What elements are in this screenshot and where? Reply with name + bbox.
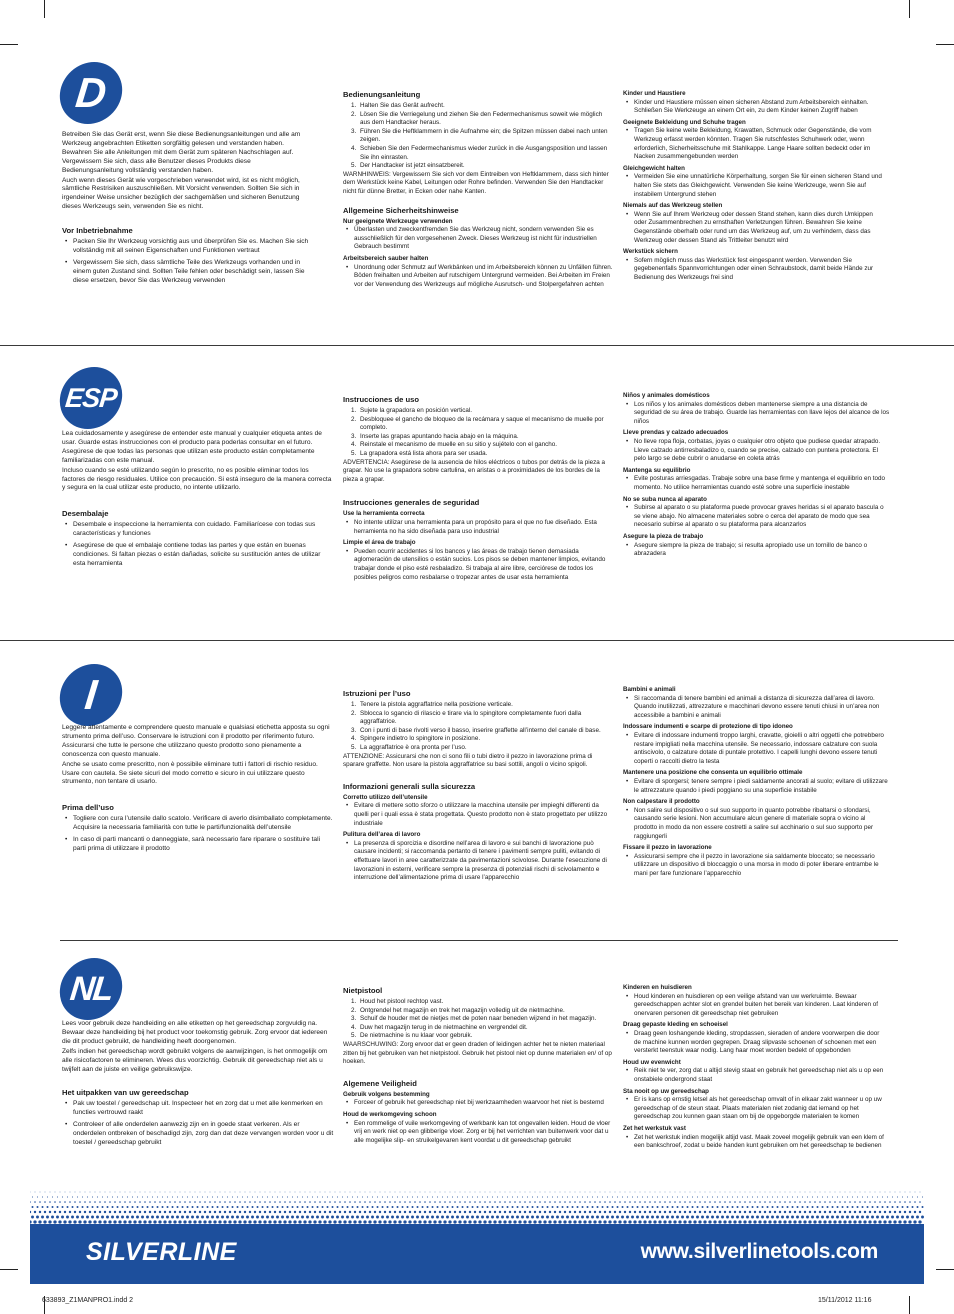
list-item: 1. Tenere la pistola aggraffatrice nella posizione verticale. xyxy=(351,701,513,708)
list-item: 2. Ontgrendel het magazijn en trek het magazijn volledig uit de nietmachine. xyxy=(351,1006,565,1014)
list-item: • Unordnung oder Schmutz auf Werkbänken und im Arbeitsbereich können zu Unfällen führen. Böden freihalten und Arbeiten auf rutschigem Untergrund vermeiden. Bei Arbeiten im Freien vor der Verwendung des Werkzeugs auf mögliche Ausrutsch- und Stolpergefahren achten xyxy=(343,264,613,290)
section-heading: Prima dell’uso xyxy=(62,803,114,813)
list-item: 2. Sblocca lo sgancio di rilascio e tirare via lo spingitore completamente fuori dalla aggraffatrice. xyxy=(351,709,582,726)
subheading: Niemals auf das Werkzeug stellen xyxy=(623,202,723,210)
numbered-list xyxy=(343,102,613,171)
section-heading: Instrucciones generales de seguridad xyxy=(343,498,480,508)
subheading: No se suba nunca al aparato xyxy=(623,495,707,503)
subheading: Arbeitsbereich sauber halten xyxy=(343,254,429,262)
print-slug-date: 15/11/2012 11:16 xyxy=(818,1297,872,1304)
list-item: 5. De nietmachine is nu klaar voor gebruik. xyxy=(351,1032,473,1040)
middle-column xyxy=(343,689,613,886)
list-item: • Reik niet te ver, zorg dat u altijd stevig staat en gebruik het gereedschap niet als u op een onstabiele ondergrond staat xyxy=(623,1067,888,1084)
subheading: Nur geeignete Werkzeuge verwenden xyxy=(343,217,453,225)
list-item: • Asegúrese de que el embalaje contiene todas las partes y que están en buenas condiciones. Si faltan piezas o están dañadas, solicite su sustitución antes de utilizar esta herramienta xyxy=(62,542,332,569)
list-item: • Een rommelige of vuile werkomgeving of werkbank kan tot ongevallen leiden. Houd de vloer vrij en werk niet op een glibberige vloer. Zorg er bij het verrichten van buitenwerk voor dat u alle mogelijke slip- en struikelgevaren kent voordat u dit gereedschap gebruikt xyxy=(343,1120,613,1146)
list-item: • La presenza di sporcizia e disordine nell’area di lavoro e sui banchi di lavorazione può causare incidenti; si raccomanda pertanto di tenere i pavimenti sempre puliti, evitando di effettuare lavori in aree caratterizzate da pavimentazioni scivolose. Durante l’esecuzione di lavorazioni in esterni, verificare sempre la presenza di potenziali rischi di scivolamento e interruzione dell’alimentazione prima di usare l’apparecchio xyxy=(343,840,613,883)
section-heading: Het uitpakken van uw gereedschap xyxy=(62,1088,189,1098)
list-item: • Non salire sul dispositivo o sul suo supporto in quanto potrebbe ribaltarsi o sfondarsi, causando serie lesioni. Non accumulare alcun genere di materiale sopra o vicino al prodotto in modo da non essere costretti a salire sul acchinario o sul suo supporto per raggiungerli xyxy=(623,807,888,841)
list-item: 2. Lösen Sie die Verriegelung und ziehen Sie den Federmechanismus soweit wie möglich aus dem Handtacker heraus. xyxy=(351,110,603,127)
list-item: • Vermeiden Sie eine unnatürliche Körperhaltung, sorgen Sie für einen sicheren Stand und halten Sie stets das Gleichgewicht. Verwenden Sie keine Werkzeuge, wenn Sie auf instabilem Untergrund stehen xyxy=(623,173,885,199)
intro-column xyxy=(62,1020,334,1151)
intro-text: Incluso cuando se esté utilizando según lo prescrito, no es posible eliminar todos los factores de riesgo residuales. Utilice con precaución. Si está inseguro de la manera correcta y segura en la cual utilizar este producto, no intente utilizarlo. xyxy=(62,466,332,492)
intro-text: Anche se usato come prescritto, non è possibile eliminare tutti i fattori di rischio residuo. Usare con cautela. Se siete sicuri del modo corretto e sicuro in cui utilizzare questo strumento, non tentare di usarlo. xyxy=(62,760,318,786)
language-badge xyxy=(57,367,126,429)
warning-text: WAARSCHUWING: Zorg ervoor dat er geen draden of leidingen achter het te nieten materiaal zitten bij het gebruiken van het nietpistool. Gebruik het pistool niet op dunne materialen en/ of op hoeken. xyxy=(343,1040,612,1066)
subheading: Werkstück sichern xyxy=(623,248,678,256)
section-spanish xyxy=(0,345,954,640)
list-item: • Forceer of gebruik het gereedschap niet bij werkzaamheden waarvoor het niet is bestemd xyxy=(343,1099,613,1108)
list-item: • Tragen Sie keine weite Bekleidung, Krawatten, Schmuck oder Gegenstände, die vom Werkzeug erfasst werden könnten. Tragen Sie rutschfestes Schuhwerk oder, wenn erforderlich, Sicherheitsschuhe mit Stahlkappe. Lange Haare sollten bedeckt oder im Nacken zusammengebunden werden xyxy=(623,127,885,161)
list-item: 5. La grapadora está lista ahora para ser usada. xyxy=(351,449,488,457)
list-item: 4. Duw het magazijn terug in de nietmachine en vergrendel dit. xyxy=(351,1023,528,1031)
list-item: • Desembale e inspeccione la herramienta con cuidado. Familiarícese con todas sus características y funciones xyxy=(62,521,332,539)
warning-text: ATTENZIONE: Assicurarsi che non ci sono fili o tubi dietro il pezzo in lavorazione prima di sparare graffette. Non usare la pistola aggraffatrice su basi sottili, angoli o vicino spigoli. xyxy=(343,752,593,769)
print-slug-file: 633893_Z1MANPRO1.indd 2 xyxy=(42,1297,134,1304)
intro-column xyxy=(62,131,310,289)
section-heading: Desembalaje xyxy=(62,509,109,519)
subheading: Pulitura dell’area di lavoro xyxy=(343,831,421,839)
warning-text: ADVERTENCIA: Asegúrese de la ausencia de hilos eléctricos o tubos por detrás de la pieza a grapar. No use la grapadora sobre cartulina, en aristas o a proximidades de los bordes de la pieza a grapar. xyxy=(343,458,606,483)
bullet-list xyxy=(62,238,310,286)
list-item: • Pak uw toestel / gereedschap uit. Inspecteer het en zorg dat u met alle kenmerken en functies vertrouwd raakt xyxy=(62,1100,334,1118)
right-column xyxy=(623,392,891,562)
list-item: 4. Reinstale el mecanismo de muelle en su sitio y sujételo con el gancho. xyxy=(351,441,558,449)
subheading: Mantenga su equilibrio xyxy=(623,466,691,474)
intro-text: Leggere attentamente e comprendere questo manuale e qualsiasi etichetta apposta su ogni strumento prima dell’uso. Conservare le istruzioni con il prodotto per riferimento futuro. Assicurarsi che tutte le persone che utilizzano questo prodotto sono pienamente a conoscenza con questo manuale. xyxy=(62,724,330,758)
list-item: • Draag geen loshangende kleding, stropdassen, sieraden of andere voorwerpen die door de machine kunnen worden gegrepen. Draag slipvaste schoenen of schoenen met een versterkt teenstuk waar nodig. Lang haar moet worden bedekt of opgebonden xyxy=(623,1030,888,1056)
intro-column xyxy=(62,430,332,572)
list-item: • Asegure siempre la pieza de trabajo; si resulta apropiado use un tornillo de banco o abrazadera xyxy=(623,542,891,559)
list-item: • Vergewissern Sie sich, dass sämtliche Teile des Werkzeugs vorhanden und in einem guten Zustand sind. Sollten Teile fehlen oder beschädigt sein, lassen Sie diese ersetzen, bevor Sie das Werkzeug verwenden xyxy=(62,259,310,286)
crop-mark xyxy=(909,1296,910,1314)
section-dutch xyxy=(0,940,954,1190)
list-item: 3. Führen Sie die Heftklammern in die Aufnahme ein; die Spitzen müssen dabei nach unten zeigen. xyxy=(351,127,608,144)
subheading: Houd de werkomgeving schoon xyxy=(343,1110,437,1118)
numbered-list xyxy=(343,998,613,1041)
subheading: Kinder und Haustiere xyxy=(623,90,686,97)
intro-text: Zelfs indien het gereedschap wordt gebruikt volgens de aanwijzingen, is het onmogelijk om alle risicofactoren te elimineren. Wees dus voorzichtig. Gebruik dit gereedschap niet als u twijfelt aan de juiste en veilige gebruikswijze. xyxy=(62,1047,328,1073)
subheading: Zet het werkstuk vast xyxy=(623,1124,686,1132)
list-item: 3. Schuif de houder met de nietjes met de poten naar beneden wijzend in het magazijn. xyxy=(351,1015,597,1023)
list-item: • Sofern möglich muss das Werkstück fest eingespannt werden. Verwenden Sie gegebenenfalls Spannvorrichtungen oder einen Schraubstock, damit beide Hände zur Bedienung des Werkzeugs frei sind xyxy=(623,257,885,283)
section-heading: Bedienungsanleitung xyxy=(343,90,421,99)
list-item: • Pueden ocurrir accidentes si los bancos y las áreas de trabajo tienen demasiada aglomeración de utensilios o están sucios. Los pisos se deben mantener limpios, evitando trabajar donde el piso esté resbaladizo. Si trabaja al aire libre, cerciórese de todos los posibles peligros como resbalarse o tropezar antes de usar esta herramienta xyxy=(343,548,608,582)
section-heading: Algemene Veiligheid xyxy=(343,1078,417,1088)
subheading: Kinderen en huisdieren xyxy=(623,984,692,991)
language-badge xyxy=(57,62,126,124)
list-item: • Evitare di sporgersi; tenere sempre i piedi saldamente ancorati al suolo; evitare di utilizzare le attrezzature quando i piedi poggiano su una superficie instabile xyxy=(623,778,888,795)
section-heading: Allgemeine Sicherheitshinweise xyxy=(343,205,459,215)
section-heading: Instrucciones de uso xyxy=(343,395,419,404)
brand-footer xyxy=(30,1190,924,1284)
list-item: • Kinder und Haustiere müssen einen sicheren Abstand zum Arbeitsbereich einhalten. Schließen Sie Werkzeuge an einem Ort ein, zu dem Kinder keinen Zugriff haben xyxy=(623,99,885,116)
list-item: 5. Der Handtacker ist jetzt einsatzbereit. xyxy=(351,162,465,170)
right-column xyxy=(623,984,888,1154)
bullet-list xyxy=(62,521,332,569)
language-badge xyxy=(57,958,126,1020)
list-item: • Evitare di indossare indumenti troppo larghi, cravatte, gioielli o altri oggetti che potrebbero restare impigliati nella macchina utensile. Se necessario, indossare calzature con suola antiscivolo, o calzature dotate di puntale protettivo. I capelli lunghi devono essere tenuti coperti o raccolti dietro la testa xyxy=(623,732,888,766)
intro-text: Lees voor gebruik deze handleiding en alle etiketten op het gereedschap zorgvuldig na. Bewaar deze handleiding bij het product voor toekomstig gebruik. Zorg ervoor dat iedereen die dit product gebruikt, de handleiding heeft doorgenomen. xyxy=(62,1020,328,1045)
intro-column xyxy=(62,724,334,857)
badge-label: D xyxy=(73,69,109,116)
subheading: Asegure la pieza de trabajo xyxy=(623,532,704,540)
website-url[interactable]: www.silverlinetools.com xyxy=(640,1240,878,1263)
intro-text: Betreiben Sie das Gerät erst, wenn Sie diese Bedienungsanleitungen und alle am Werkzeug angebrachten Etiketten sorgfältig gelesen und verstanden haben. Bewahren Sie alle Anleitungen mit dem Gerät zum späteren Nachschlagen auf. Vergewissern Sie sich, dass alle Benutzer dieses Produkts diese Bedienungsanleitung vollständig verstanden haben. xyxy=(62,131,301,174)
list-item: 2. Desbloquee el gancho de bloqueo de la recámara y saque el mecanismo de muelle por completo. xyxy=(351,415,604,432)
list-item: • Wenn Sie auf Ihrem Werkzeug oder dessen Stand stehen, kann dies durch Umkippen oder Zusammenbrechen zu ernsthaften Verletzungen führen. Bewahren Sie keine Gegenstände oberhalb oder rund um das Werkzeug auf, um zu verhindern, dass das Werkzeug oder dessen Stand als Trittleiter benutzt wird xyxy=(623,211,885,245)
list-item: • No lleve ropa floja, corbatas, joyas o cualquier otro objeto que pudiese quedar atrapado. Lleve calzado antirresbaladizo o, cuando se precise, calzado con puntera protectora. El pelo largo se debe cubrir o anudarse en coleta atrás xyxy=(623,438,891,464)
section-heading: Nietpistool xyxy=(343,986,383,995)
list-item: • Subirse al aparato o su plataforma puede provocar graves heridas si el aparato bascula o se viene abajo. No almacene materiales sobre o cerca del aparato de modo que sea necesario subirse al aparato o su plataforma para alcanzarlos xyxy=(623,504,891,530)
crop-mark xyxy=(0,1269,18,1270)
subheading: Geeignete Bekleidung und Schuhe tragen xyxy=(623,118,746,126)
crop-mark xyxy=(936,1269,954,1270)
subheading: Limpie el área de trabajo xyxy=(343,539,416,547)
list-item: • No intente utilizar una herramienta para un propósito para el que no fue diseñado. Esta herramienta no ha sido diseñada para uso industrial xyxy=(343,519,608,536)
list-item: 4. Schieben Sie den Federmechanismus wieder zurück in die Ausgangsposition und lassen Sie ihn einrasten. xyxy=(351,144,608,161)
subheading: Niños y animales domésticos xyxy=(623,392,710,399)
list-item: • Controleer of alle onderdelen aanwezig zijn en in goede staat verkeren. Als er onderdelen ontbreken of beschadigd zijn, zorg dan dat deze vervangen worden voor u dit toestel / gereedschap gebruikt xyxy=(62,1121,334,1148)
numbered-list xyxy=(343,407,608,459)
middle-column xyxy=(343,395,608,585)
intro-text: Auch wenn dieses Gerät wie vorgeschrieben verwendet wird, ist es nicht möglich, sämtliche Restrisiken auszuschließen. Mit Vorsicht verwenden. Sollten Sie sich in irgendeiner Weise unsicher bezüglich der sachgemäßen und sicheren Benutzung dieses Werkzeugs sein, verwenden Sie es nicht. xyxy=(62,176,300,211)
subheading: Mantenere una posizione che consenta un equilibrio ottimale xyxy=(623,769,803,777)
subheading: Draag gepaste kleding en schoeisel xyxy=(623,1021,728,1029)
list-item: • Packen Sie Ihr Werkzeug vorsichtig aus und überprüfen Sie es. Machen Sie sich vollständig mit all seinen Eigenschaften und Funktionen vertraut xyxy=(62,238,310,256)
list-item: • In caso di parti mancanti o danneggiate, sarà necessario fare riparare o sostituire tali parti prima di utilizzare il prodotto xyxy=(62,836,334,854)
list-item: 3. Con i punti di base rivolti verso il basso, inserire graffette all’interno del canale di base. xyxy=(351,726,601,734)
subheading: Gebruik volgens bestemming xyxy=(343,1090,430,1098)
list-item: • Los niños y los animales domésticos deben mantenerse siempre a una distancia de seguridad de su área de trabajo. Guarde las herramientas con llave lejos del alcance de los niños xyxy=(623,401,891,427)
intro-text: Lea cuidadosamente y asegúrese de entender este manual y cualquier etiqueta antes de usar. Guarde estas instrucciones con el producto para poderlas consultar en el futuro. Asegúrese de que todas las personas que utilizan este producto están completamente familiarizadas con este manual. xyxy=(62,430,322,464)
subheading: Non calpestare il prodotto xyxy=(623,798,700,806)
section-heading: Istruzioni per l’uso xyxy=(343,689,411,698)
list-item: • Überlasten und zweckentfremden Sie das Werkzeug nicht, sondern verwenden Sie es ausschließlich für den vorgesehenen Zweck. Dieses Werkzeug ist nicht für industriellen Gebrauch bestimmt xyxy=(343,226,613,252)
bullet-list xyxy=(62,1100,334,1148)
list-item: • Zet het werkstuk indien mogelijk altijd vast. Maak zoveel mogelijk gebruik van een klem of een bankschroef, zodat u beide handen kunt gebruiken om het gereedschap te bedienen xyxy=(623,1134,888,1151)
list-item: 4. Spingere indietro lo spingitore in posizione. xyxy=(351,735,481,743)
list-item: • Assicurarsi sempre che il pezzo in lavorazione sia saldamente bloccato; se necessario utilizzare un dispositivo di bloccaggio o una morsa in modo di poter liberare entrambe le mani per fare funzionare l’apparecchio xyxy=(623,853,888,879)
subheading: Indossare indumenti e scarpe di protezione di tipo idoneo xyxy=(623,723,793,731)
subheading: Fissare il pezzo in lavorazione xyxy=(623,844,712,852)
subheading: Corretto utilizzo dell’utensile xyxy=(343,793,428,801)
section-italian xyxy=(0,640,954,940)
list-item: • Er is kans op ernstig letsel als het gereedschap omvalt of in elkaar zakt wanneer u op uw gereedschap of de steun staat. Plaats materialen niet zodanig dat iemand op het gereedschap zou kunnen gaan staan om bij de opgeborgde materialen te komen xyxy=(623,1096,888,1122)
list-item: • Togliere con cura l’utensile dallo scatolo. Verificare di averlo disimballato completamente. Acquisire la necessaria familiarità con tutte le parti/funzionalità dell’utensile xyxy=(62,815,334,833)
list-item: • Si raccomanda di tenere bambini ed animali a distanza di sicurezza dall’area di lavoro. Quando inutilizzati, attrezzature e macchinari devono essere tenuti chiusi in un’area non accessibile a bambini e animali xyxy=(623,695,888,721)
language-badge xyxy=(57,664,126,726)
list-item: • Houd kinderen en huisdieren op een veilige afstand van uw werkruimte. Bewaar gereedschappen achter slot en grendel buiten het bereik van kinderen. Laat kinderen of onervaren personen dit gereedschap niet gebruiken xyxy=(623,993,888,1019)
subheading: Bambini e animali xyxy=(623,686,676,693)
right-column xyxy=(623,90,885,285)
section-german xyxy=(0,0,954,345)
list-item: • Evitare di mettere sotto sforzo o utilizzare la macchina utensile per impieghi differenti da quelli per i quali essa è stata progettata. Questo prodotto non è stato progettato per utilizzo industriale xyxy=(343,802,613,828)
subheading: Use la herramienta correcta xyxy=(343,510,425,518)
middle-column xyxy=(343,90,613,292)
list-item: 1. Houd het pistool rechtop vast. xyxy=(351,998,444,1005)
subheading: Houd uw evenwicht xyxy=(623,1058,681,1066)
numbered-list xyxy=(343,701,613,753)
list-item: • Evite posturas arriesgadas. Trabaje sobre una base firme y mantenga el equilibrio en todo momento. No utilice herramientas cuando esté sobre una superficie inestable xyxy=(623,475,891,492)
badge-label: NL xyxy=(68,969,114,1008)
list-item: 1. Sujete la grapadora en posición vertical. xyxy=(351,407,473,414)
subheading: Lleve prendas y calzado adecuados xyxy=(623,429,729,437)
badge-label: I xyxy=(82,671,100,718)
right-column xyxy=(623,686,888,881)
middle-column xyxy=(343,986,613,1148)
warning-text: WARNHINWEIS: Vergewissern Sie sich vor dem Eintreiben von Heftklammern, dass sich hinter dem Werkstück keine Kabel, Leitungen oder Rohre befinden. Verwenden Sie den Handtacker nicht für dünne Bretter, in Ecken oder nahe Kanten. xyxy=(343,170,609,195)
list-item: 1. Halten Sie das Gerät aufrecht. xyxy=(351,102,445,109)
section-heading: Informazioni generali sulla sicurezza xyxy=(343,781,476,791)
list-item: 3. Inserte las grapas apuntando hacia abajo en la máquina. xyxy=(351,432,519,440)
silverline-logo: SILVERLINE xyxy=(86,1238,237,1266)
badge-label: ESP xyxy=(63,382,119,413)
list-item: 5. La aggraffatrice è ora pronta per l’uso. xyxy=(351,743,467,751)
subheading: Sta nooit op uw gereedschap xyxy=(623,1087,709,1095)
section-heading: Vor Inbetriebnahme xyxy=(62,226,133,236)
bullet-list xyxy=(62,815,334,854)
subheading: Gleichgewicht halten xyxy=(623,164,685,172)
